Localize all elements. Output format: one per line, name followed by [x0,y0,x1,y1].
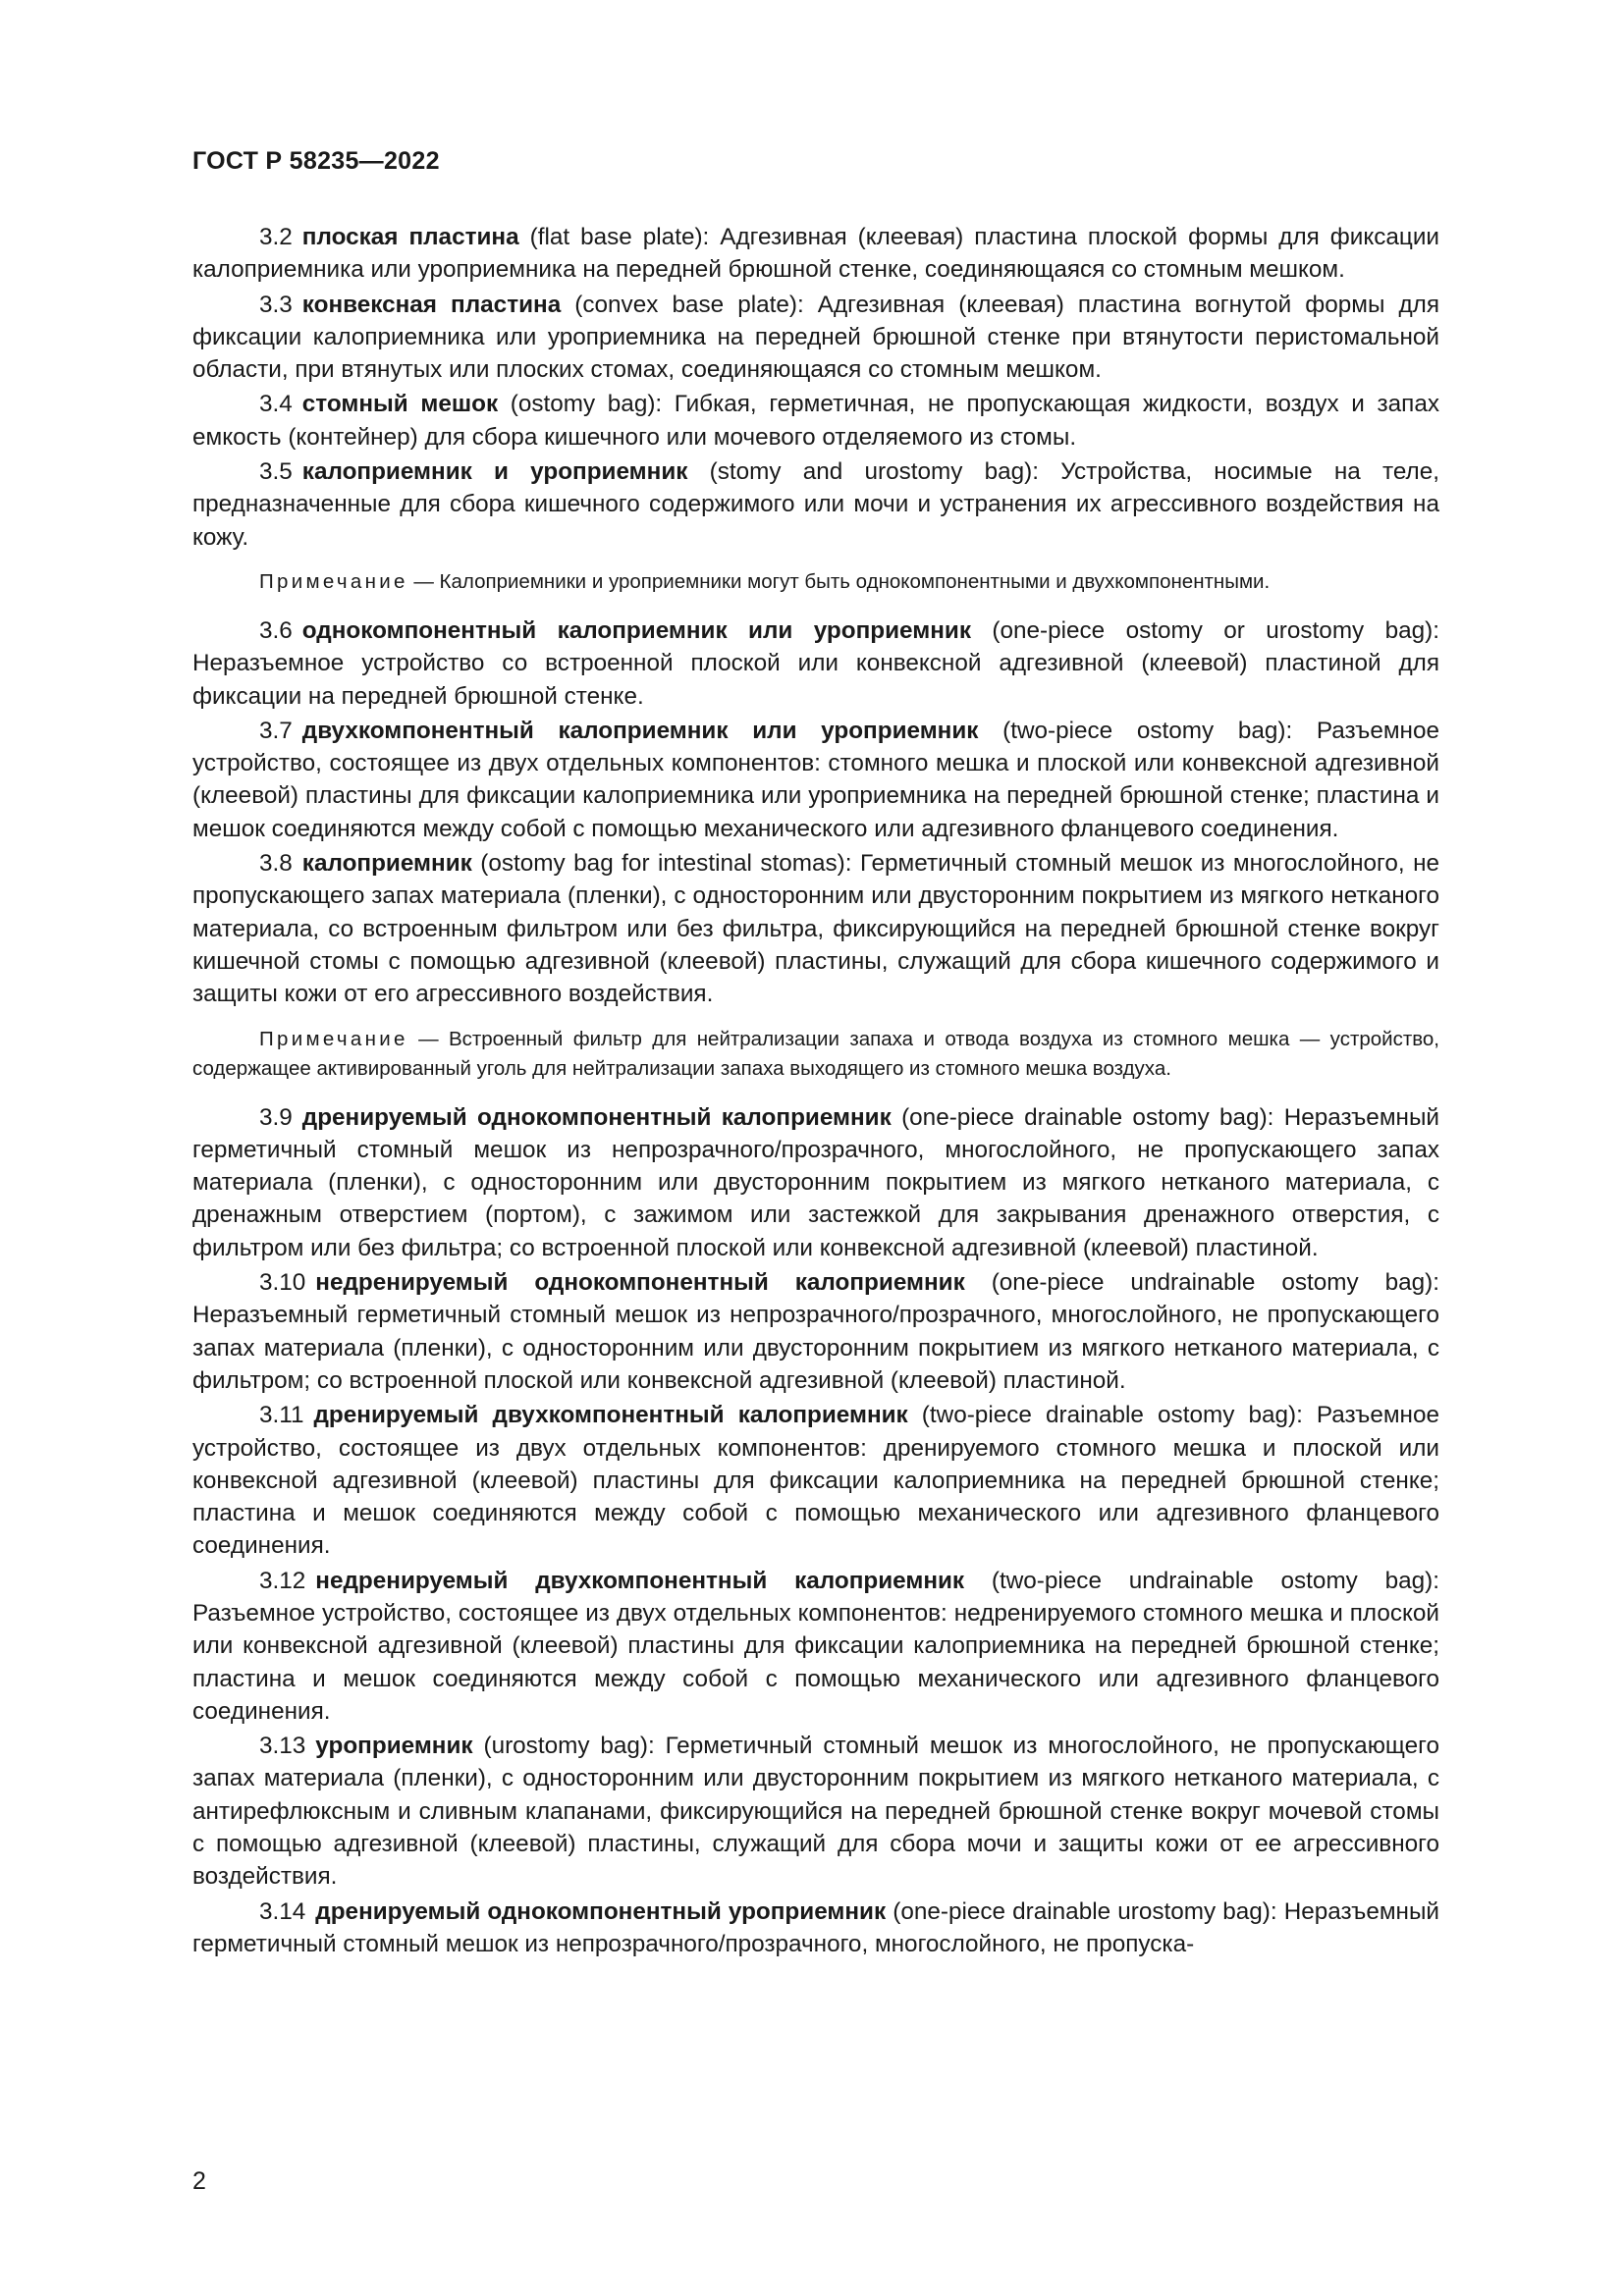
clause-number: 3.12 [259,1567,306,1594]
page-number: 2 [192,2167,206,2195]
clause-number: 3.9 [259,1103,293,1131]
definition-text: (two-piece drainable ostomy bag): Разъемное устройство, состоящее из двух отдельных компонентов: дренируемого стомного мешка и плоской или конвексной адгезивной (клеевой) пластины для фиксации калоприемника на передней брюшной стенке; пластина и мешок соединяются между собой с помощью механического или адгезивного фланцевого соединения. [192,1402,1440,1560]
definition-text: (two-piece undrainable ostomy bag): Разъемное устройство, состоящее из двух отдельных компонентов: недренируемого стомного мешка и плоской или конвексной адгезивной (клеевой) пластины для фиксации калоприемника на передней брюшной стенке; пластина и мешок соединяются между собой с помощью механического или адгезивного фланцевого соединения. [192,1567,1439,1725]
document-header: ГОСТ Р 58235—2022 [192,147,440,175]
definition-text: (one-piece undrainable ostomy bag): Неразъемный герметичный стомный мешок из непрозрачного/прозрачного, многослойного, не пропускающего запах материала (пленки), с односторонним или двусторонним покрытием из мягкого нетканого материала, с фильтром; со встроенной плоской или конвексной адгезивной (клеевой) пластиной. [192,1269,1439,1394]
clause-number: 3.3 [259,291,293,318]
definition-paragraph [192,289,1439,387]
clause-number: 3.4 [259,391,293,418]
term-name: калоприемник и уроприемник [301,458,688,486]
definition-paragraph [192,614,1439,713]
term-name: дренируемый однокомпонентный калоприемник [301,1103,892,1131]
term-name: уроприемник [315,1733,473,1760]
term-name: конвексная пластина [301,291,562,318]
term-name: дренируемый двухкомпонентный калоприемник [313,1402,908,1429]
clause-number: 3.8 [259,850,293,878]
definition-text: (two-piece ostomy bag): Разъемное устройство, состоящее из двух отдельных компонентов: стомного мешка и плоской или конвексной адгезивной (клеевой) пластины для фиксации калоприемника или уроприемника на передней брюшной стенке; пластина и мешок соединяются между собой с помощью механического или адгезивного фланцевого соединения. [192,717,1439,842]
definition-paragraph [192,1565,1439,1728]
term-name: дренируемый однокомпонентный уроприемник [315,1897,887,1925]
term-name: плоская пластина [301,224,519,250]
note-label: Примечание [259,1027,408,1050]
term-name: недренируемый двухкомпонентный калоприемник [315,1567,965,1594]
definition-text: (one-piece ostomy or urostomy bag): Неразъемное устройство со встроенной плоской или конвексной адгезивной (клеевой) пластиной для фиксации на передней брюшной стенке. [192,616,1439,710]
definition-paragraph [192,1101,1439,1264]
definition-text: (ostomy bag for intestinal stomas): Герметичный стомный мешок из многослойного, не пропускающего запах материала (пленки), с односторонним или двусторонним покрытием из мягкого нетканого материала, со встроенным фильтром или без фильтра, фиксирующийся на передней брюшной стенке вокруг кишечной стомы с помощью адгезивной (клеевой) пластины, служащий для сбора кишечного содержимого и защиты кожи от его агрессивного воздействия. [192,850,1439,1008]
definition-text: (ostomy bag): Гибкая, герметичная, не пропускающая жидкости, воздух и запах емкость (контейнер) для сбора кишечного или мочевого отделяемого из стомы. [192,391,1439,451]
document-body [192,221,1439,1960]
note-paragraph [192,1025,1439,1084]
note-label: Примечание [259,569,408,593]
clause-number: 3.5 [259,458,293,486]
definition-paragraph [192,388,1439,454]
definition-paragraph [192,455,1439,554]
term-name: калоприемник [301,850,472,878]
definition-text: (urostomy bag): Герметичный стомный мешок из многослойного, не пропускающего запах материала (пленки), с односторонним или двусторонним покрытием из мягкого нетканого материала, с антирефлюксным и сливным клапанами, фиксирующийся на передней брюшной стенке вокруг мочевой стомы с помощью адгезивной (клеевой) пластины, служащий для сбора мочи и защиты кожи от ее агрессивного воздействия. [192,1733,1439,1891]
clause-number: 3.13 [259,1733,306,1760]
clause-number: 3.11 [259,1402,304,1429]
definition-text: (stomy and urostomy bag): Устройства, носимые на теле, предназначенные для сбора кишечного содержимого или мочи и устранения их агрессивного воздействия на кожу. [192,458,1439,551]
definition-text: (convex base plate): Адгезивная (клеевая) пластина вогнутой формы для фиксации калоприемника или уроприемника на передней брюшной стенке при втянутости перистомальной области, при втянутых или плоских стомах, соединяющаяся со стомным мешком. [192,291,1439,384]
term-name: однокомпонентный калоприемник или уроприемник [301,616,971,644]
definition-paragraph [192,715,1439,845]
definition-paragraph [192,847,1439,1010]
definition-paragraph [192,1266,1439,1397]
clause-number: 3.10 [259,1269,306,1297]
clause-number: 3.7 [259,717,293,744]
clause-number: 3.6 [259,616,293,644]
definition-text: (one-piece drainable ostomy bag): Неразъемный герметичный стомный мешок из непрозрачного/прозрачного, многослойного, не пропускающего запах материала (пленки), с односторонним или двусторонним покрытием из мягкого нетканого материала, с дренажным отверстием (портом), с зажимом или застежкой для закрывания дренажного отверстия, с фильтром или без фильтра; со встроенной плоской или конвексной адгезивной (клеевой) пластиной. [192,1103,1439,1261]
note-text: — Встроенный фильтр для нейтрализации запаха и отвода воздуха из стомного мешка — устройство, содержащее активированный уголь для нейтрализации запаха выходящего из стомного мешка воздуха. [192,1027,1439,1080]
definition-paragraph [192,1896,1439,1961]
definition-text: (flat base plate): Адгезивная (клеевая) пластина плоской формы для фиксации калоприемника или уроприемника на передней брюшной стенке, соединяющаяся со стомным мешком. [192,224,1439,284]
definition-paragraph [192,221,1439,287]
definition-text: (one-piece drainable urostomy bag): Неразъемный герметичный стомный мешок из непрозрачного/прозрачного, многослойного, не пропуска- [192,1897,1439,1957]
term-name: недренируемый однокомпонентный калоприемник [315,1269,965,1297]
definition-paragraph [192,1399,1439,1562]
note-paragraph [192,567,1439,597]
term-name: стомный мешок [301,391,499,418]
clause-number: 3.2 [259,224,293,250]
note-text: — Калоприемники и уроприемники могут быть однокомпонентными и двухкомпонентными. [407,569,1271,593]
definition-paragraph [192,1730,1439,1893]
clause-number: 3.14 [259,1897,306,1925]
term-name: двухкомпонентный калоприемник или уроприемник [301,717,979,744]
